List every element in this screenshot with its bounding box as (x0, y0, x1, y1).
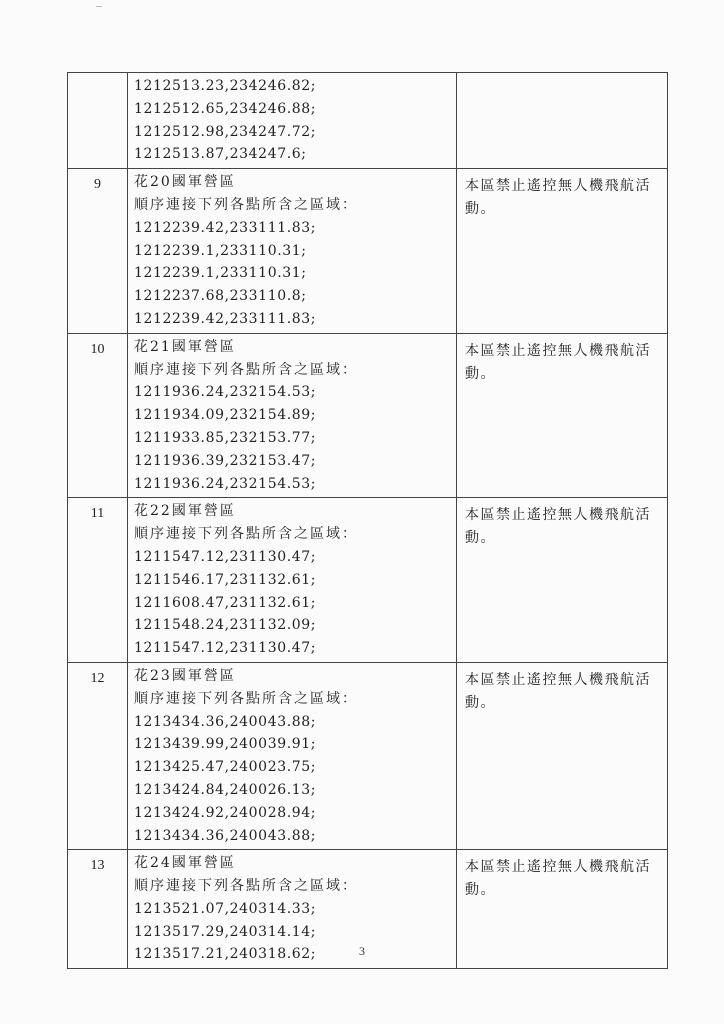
zone-restriction-note (457, 73, 668, 169)
coordinate-line: 1212512.65,234246.88; (134, 100, 317, 117)
row-number: 13 (68, 850, 128, 969)
coordinate-line: 1213434.36,240043.88; (134, 827, 317, 844)
coordinate-line: 1211547.12,231130.47; (134, 548, 317, 565)
zone-restriction-note: 本區禁止遙控無人機飛航活動。 (457, 662, 668, 849)
row-number: 12 (68, 662, 128, 849)
zone-description (128, 169, 457, 334)
coordinate-line: 1211936.24,232154.53; (134, 384, 317, 401)
zone-instruction: 順序連接下列各點所含之區域： (134, 361, 358, 378)
zone-title: 花20國軍營區 (134, 174, 236, 191)
zone-restriction-note: 本區禁止遙控無人機飛航活動。 (457, 333, 668, 498)
coordinate-line: 1211933.85,232153.77; (134, 429, 317, 446)
table-row (68, 333, 668, 498)
zone-title: 花23國軍營區 (134, 667, 236, 684)
coordinate-line: 1213439.99,240039.91; (134, 736, 317, 753)
coordinate-line: 1212239.42,233111.83; (134, 219, 317, 236)
zone-description (128, 333, 457, 498)
zone-description (128, 498, 457, 663)
page-number: 3 (359, 944, 365, 958)
zone-title: 花22國軍營區 (134, 503, 236, 520)
coordinate-line: 1212237.68,233110.8; (134, 288, 307, 305)
coordinate-line: 1213425.47,240023.75; (134, 759, 317, 776)
zone-restriction-note: 本區禁止遙控無人機飛航活動。 (457, 498, 668, 663)
zone-title: 花21國軍營區 (134, 338, 236, 355)
coordinate-line: 1211546.17,231132.61; (134, 571, 317, 588)
coordinate-line: 1212239.42,233111.83; (134, 310, 317, 327)
coordinate-line: 1212239.1,233110.31; (134, 242, 307, 259)
coordinate-line: 1213517.29,240314.14; (134, 923, 317, 940)
coordinate-line: 1211936.39,232153.47; (134, 452, 317, 469)
zone-instruction: 順序連接下列各點所含之區域： (134, 878, 358, 895)
table-row (68, 498, 668, 663)
coordinate-line: 1211936.24,232154.53; (134, 475, 317, 492)
zone-instruction: 順序連接下列各點所含之區域： (134, 526, 358, 543)
coordinate-line: 1212512.98,234247.72; (134, 123, 317, 140)
zone-instruction: 順序連接下列各點所含之區域： (134, 196, 358, 213)
coordinate-line: 1213424.84,240026.13; (134, 781, 317, 798)
table-row (68, 73, 668, 169)
coordinate-line: 1213517.21,240318.62; (134, 946, 317, 963)
row-number: 11 (68, 498, 128, 663)
coordinate-line: 1213434.36,240043.88; (134, 713, 317, 730)
coordinate-line: 1212513.87,234247.6; (134, 146, 307, 163)
coordinate-line: 1212239.1,233110.31; (134, 265, 307, 282)
coordinate-line: 1213424.92,240028.94; (134, 804, 317, 821)
zone-instruction: 順序連接下列各點所含之區域： (134, 690, 358, 707)
coordinate-line: 1211608.47,231132.61; (134, 594, 317, 611)
coordinate-line: 1211547.12,231130.47; (134, 640, 317, 657)
coordinate-line: 1211548.24,231132.09; (134, 617, 317, 634)
table-row (68, 662, 668, 849)
row-number (68, 73, 128, 169)
zone-restriction-note: 本區禁止遙控無人機飛航活動。 (457, 169, 668, 334)
scan-mark (96, 6, 102, 7)
zone-description (128, 73, 457, 169)
table-row (68, 169, 668, 334)
zone-title: 花24國軍營區 (134, 855, 236, 872)
zone-description (128, 662, 457, 849)
zone-restriction-note: 本區禁止遙控無人機飛航活動。 (457, 850, 668, 969)
row-number: 9 (68, 169, 128, 334)
coordinate-line: 1213521.07,240314.33; (134, 900, 317, 917)
row-number: 10 (68, 333, 128, 498)
coordinate-line: 1211934.09,232154.89; (134, 407, 317, 424)
coordinate-line: 1212513.23,234246.82; (134, 78, 317, 94)
zone-table (67, 72, 668, 969)
